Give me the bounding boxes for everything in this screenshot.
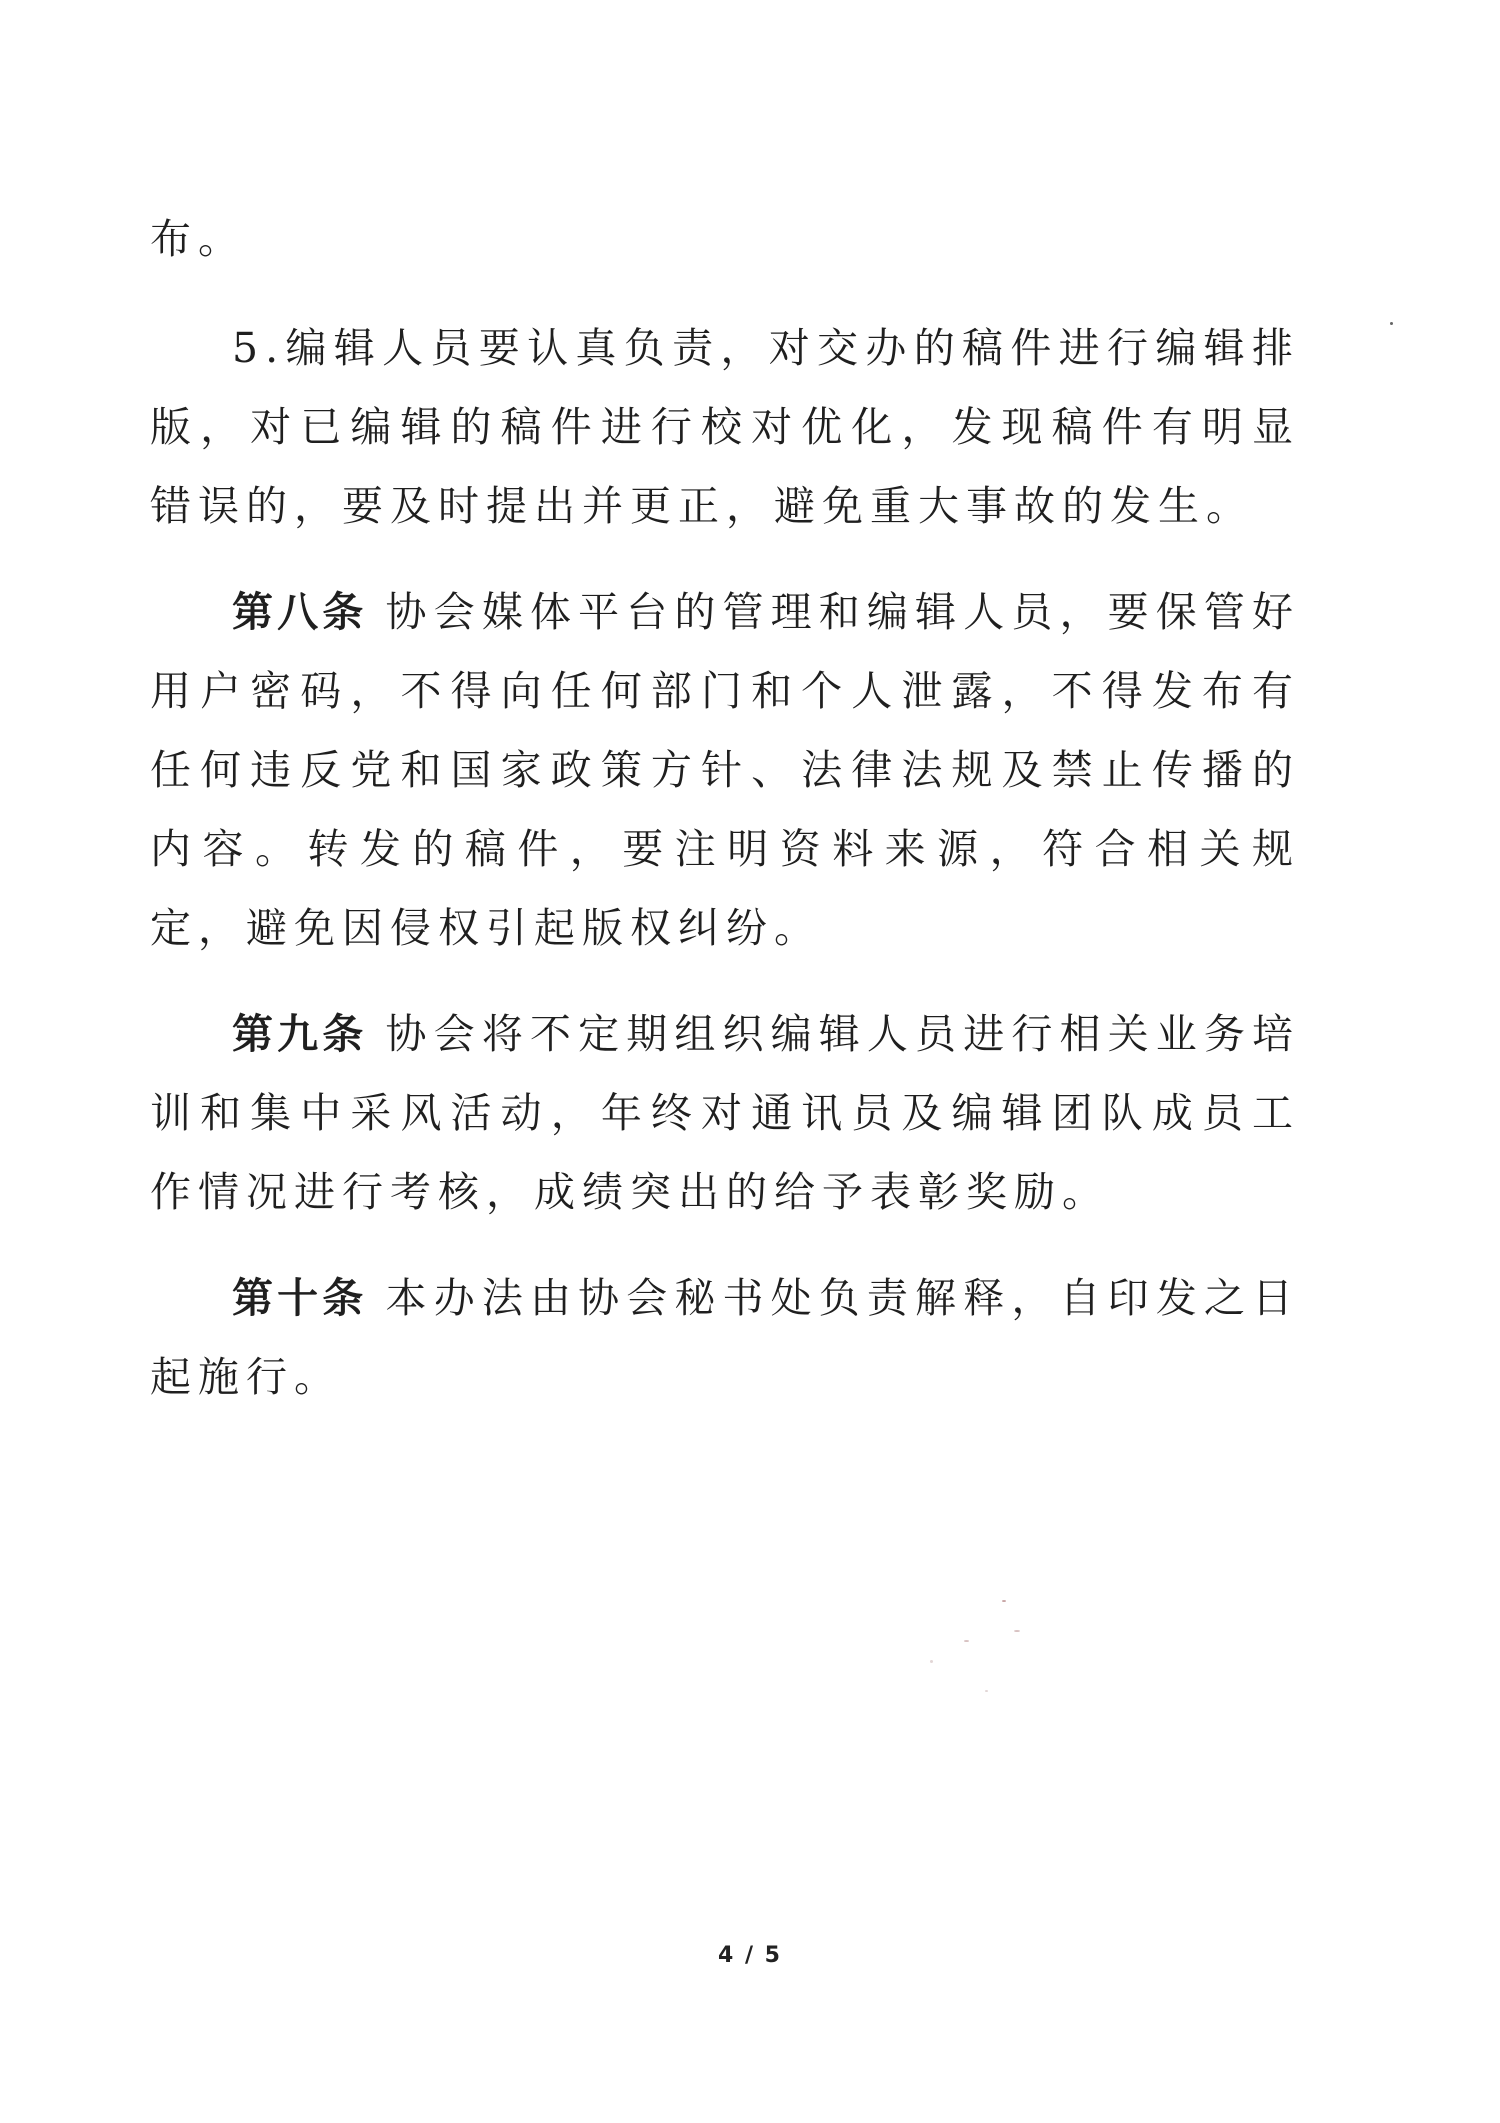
- paragraph-article-8: [150, 573, 1300, 968]
- article-heading: 第九条: [232, 1010, 368, 1058]
- paragraph-article-10: [150, 1259, 1300, 1417]
- paragraph-item-5: [150, 309, 1300, 546]
- paragraph-text: 5.编辑人员要认真负责，对交办的稿件进行编辑排版，对已编辑的稿件进行校对优化，发现稿件有明显错误的，要及时提出并更正，避免重大事故的发生。: [150, 324, 1300, 530]
- document-body: [150, 200, 1300, 1444]
- paragraph-continuation: [150, 200, 1300, 279]
- scan-speck: [930, 1660, 933, 1663]
- paragraph-article-9: [150, 995, 1300, 1232]
- article-heading: 第十条: [232, 1274, 368, 1322]
- paragraph-text: 布。: [150, 215, 246, 263]
- scan-speck: [964, 1640, 969, 1642]
- article-heading: 第八条: [232, 588, 368, 636]
- scan-speck: [1014, 1630, 1020, 1632]
- page-number: 4 / 5: [718, 1943, 782, 1968]
- scan-speck: [985, 1690, 988, 1692]
- scan-speck: [1390, 322, 1393, 325]
- paragraph-text: 协会媒体平台的管理和编辑人员，要保管好用户密码，不得向任何部门和个人泄露，不得发布有任何违反党和国家政策方针、法律法规及禁止传播的内容。转发的稿件，要注明资料来源，符合相关规定，避免因侵权引起版权纠纷。: [150, 588, 1301, 952]
- paragraph-text: 协会将不定期组织编辑人员进行相关业务培训和集中采风活动，年终对通讯员及编辑团队成员工作情况进行考核，成绩突出的给予表彰奖励。: [150, 1010, 1301, 1216]
- scan-speck: [1002, 1600, 1006, 1602]
- paragraph-text: 本办法由协会秘书处负责解释，自印发之日起施行。: [150, 1274, 1301, 1401]
